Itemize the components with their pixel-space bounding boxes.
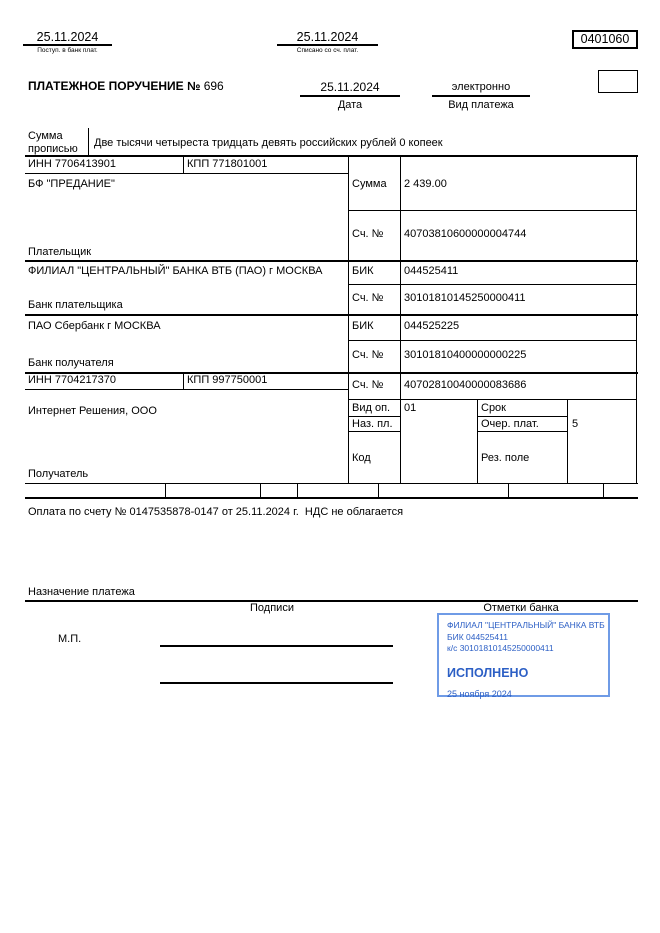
payer-bank-corr-label: Сч. №: [352, 292, 384, 304]
grid-line: [636, 156, 637, 483]
doc-title: ПЛАТЕЖНОЕ ПОРУЧЕНИЕ №: [28, 79, 201, 93]
debited-date: 25.11.2024: [296, 30, 359, 44]
term-label: Срок: [481, 402, 506, 414]
payee-account: 40702810040000083686: [404, 379, 527, 391]
payment-kind: электронно: [451, 81, 511, 93]
stamp-corr: к/с 30101810145250000411: [447, 643, 554, 653]
purpose-code-label: Наз. пл.: [352, 418, 393, 430]
stamp-place-label: М.П.: [58, 633, 82, 645]
grid-line: [400, 156, 401, 483]
payee-bank-name: ПАО Сбербанк г МОСКВА: [28, 320, 161, 332]
grid-line: [603, 483, 604, 497]
grid-line: [88, 128, 89, 155]
payer-label: Плательщик: [28, 246, 92, 258]
payee-label: Получатель: [28, 468, 89, 480]
received-date-label: Поступ. в банк плат.: [37, 46, 98, 54]
stamp-status: ИСПОЛНЕНО: [447, 665, 529, 680]
reserve-label: Рез. поле: [481, 452, 530, 464]
signature-line: [160, 645, 393, 647]
bank-stamp: [437, 613, 610, 697]
payee-name: Интернет Решения, ООО: [28, 405, 157, 417]
grid-line: [183, 372, 184, 389]
section-line: [25, 155, 638, 157]
doc-date-label: Дата: [337, 99, 363, 111]
op-kind-value: 01: [404, 402, 417, 414]
grid-line: [25, 389, 348, 390]
grid-line: [348, 416, 401, 417]
stamp-bik: БИК 044525411: [447, 631, 508, 642]
grid-line: [348, 284, 637, 285]
debited-date-label: Списано со сч. плат.: [296, 46, 359, 54]
section-line: [25, 372, 638, 374]
amount-value: 2 439.00: [404, 178, 447, 190]
grid-line: [183, 156, 184, 174]
amount-words: Две тысячи четыреста тридцать девять российских рублей 0 копеек: [94, 137, 443, 149]
grid-line: [348, 210, 637, 211]
bank-marks-label: Отметки банка: [483, 602, 559, 614]
payee-bank-corr-label: Сч. №: [352, 349, 384, 361]
payee-bank-bik-label: БИК: [352, 320, 374, 332]
payer-bank-bik: 044525411: [404, 265, 459, 277]
code-label: Код: [352, 452, 371, 464]
grid-line: [348, 156, 349, 483]
payee-bank-label: Банк получателя: [28, 357, 114, 369]
payer-account: 40703810600000004744: [404, 228, 527, 240]
form-code: 0401060: [580, 32, 630, 46]
doc-date-underline: [300, 95, 400, 97]
received-date-underline: [23, 44, 112, 46]
grid-line: [348, 399, 637, 400]
grid-line: [25, 483, 638, 484]
grid-line: [508, 483, 509, 497]
doc-date: 25.11.2024: [320, 80, 380, 94]
grid-line: [348, 431, 401, 432]
signature-line: [160, 682, 393, 684]
grid-line: [477, 399, 478, 483]
payer-kpp: КПП 771801001: [187, 158, 268, 170]
grid-line: [567, 399, 568, 483]
section-line: [25, 314, 638, 316]
stamp-bank-name: ФИЛИАЛ "ЦЕНТРАЛЬНЫЙ" БАНКА ВТБ: [447, 620, 605, 630]
op-kind-label: Вид оп.: [352, 402, 391, 414]
grid-line: [297, 483, 298, 497]
priority-label: Очер. плат.: [481, 418, 539, 430]
priority-value: 5: [572, 418, 579, 430]
payer-bank-name: ФИЛИАЛ "ЦЕНТРАЛЬНЫЙ" БАНКА ВТБ (ПАО) г МОСКВА: [28, 265, 323, 277]
grid-line: [477, 431, 568, 432]
grid-line: [25, 173, 348, 174]
payment-kind-underline: [432, 95, 530, 97]
payer-inn: ИНН 7706413901: [28, 158, 117, 170]
purpose-label: Назначение платежа: [28, 586, 135, 598]
payee-account-label: Сч. №: [352, 379, 384, 391]
payee-kpp: КПП 997750001: [187, 374, 268, 386]
payer-account-label: Сч. №: [352, 228, 384, 240]
payee-bank-corr: 30101810400000000225: [404, 349, 527, 361]
form-code-box: [572, 30, 638, 49]
received-date: 25.11.2024: [36, 30, 99, 44]
section-line: [25, 497, 638, 499]
debited-date-underline: [277, 44, 378, 46]
payee-inn: ИНН 7704217370: [28, 374, 117, 386]
payer-name: БФ "ПРЕДАНИЕ": [28, 178, 115, 190]
doc-number: 696: [203, 79, 224, 93]
payment-kind-code-box: [598, 70, 638, 93]
grid-line: [165, 483, 166, 497]
grid-line: [260, 483, 261, 497]
purpose-text: Оплата по счету № 0147535878-0147 от 25.11.2024 г. НДС не облагается: [28, 506, 404, 518]
grid-line: [378, 483, 379, 497]
section-line: [25, 260, 638, 262]
payer-bank-bik-label: БИК: [352, 265, 374, 277]
payer-bank-corr: 30101810145250000411: [404, 292, 526, 304]
grid-line: [348, 340, 637, 341]
grid-line: [477, 416, 568, 417]
payer-bank-label: Банк плательщика: [28, 299, 123, 311]
signatures-label: Подписи: [250, 602, 294, 614]
payee-bank-bik: 044525225: [404, 320, 460, 332]
amount-words-label: Сумма прописью: [28, 130, 78, 155]
amount-label: Сумма: [352, 178, 387, 190]
payment-kind-label: Вид платежа: [448, 99, 514, 111]
stamp-date: 25 ноября 2024: [447, 688, 512, 699]
